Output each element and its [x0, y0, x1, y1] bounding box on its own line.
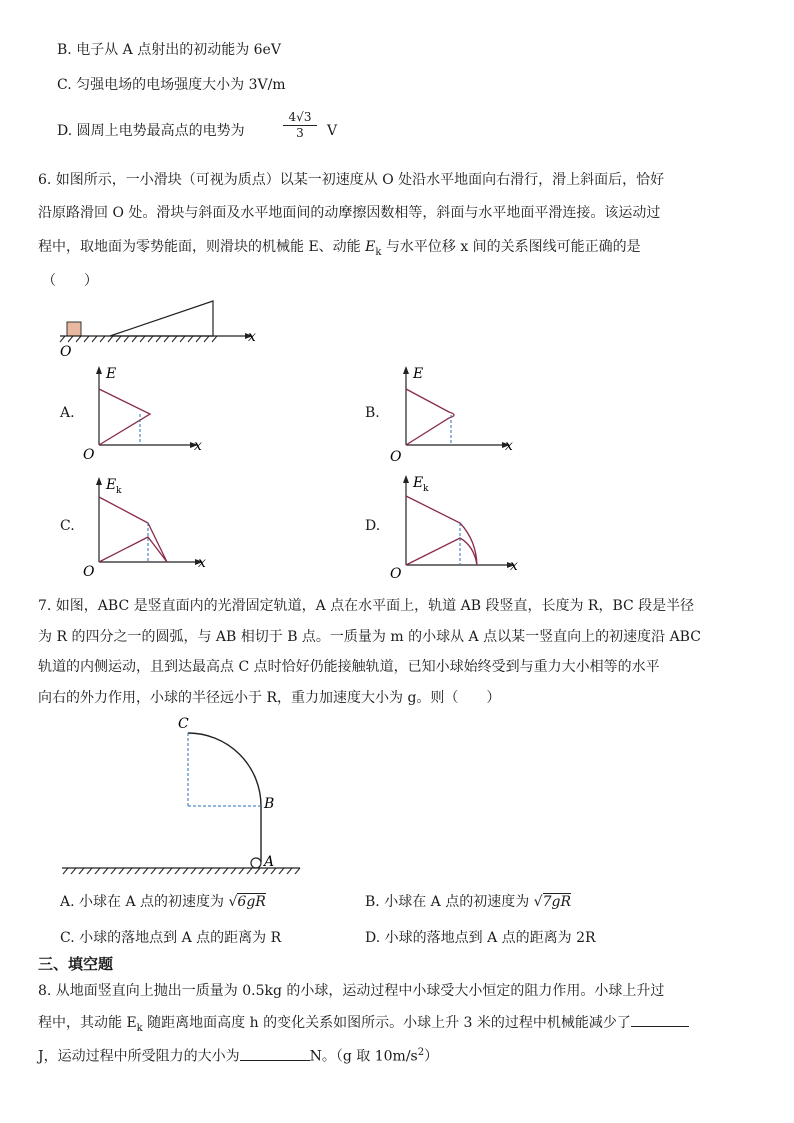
- point-b-label: B: [264, 796, 275, 812]
- q8-stem-text-3: J，运动过程中所受阻力的大小为: [38, 1048, 240, 1065]
- q8-stem-text-4: N。（g 取 10m/s: [309, 1048, 418, 1065]
- q6-option-a-label[interactable]: A.: [60, 405, 75, 421]
- q7-stem-line1: 7. 如图，ABC 是竖直面内的光滑固定轨道，A 点在水平面上，轨道 AB 段竖直，长度为 R，BC 段是半径: [38, 598, 695, 614]
- q7-option-b-radicand: 7gR: [542, 894, 571, 910]
- q5-option-d[interactable]: D. 圆周上电势最高点的电势为: [57, 123, 245, 139]
- origin-label: O: [390, 566, 402, 580]
- y-axis-label: E: [413, 366, 424, 382]
- q8-stem-text-5: ）: [424, 1048, 439, 1065]
- q5-option-c[interactable]: C. 匀强电场的电场强度大小为 3V/m: [57, 77, 286, 93]
- x-axis-label: x: [510, 558, 518, 574]
- q7-stem-line4[interactable]: 向右的外力作用，小球的半径远小于 R，重力加速度大小为 g。则（ ）: [38, 690, 501, 706]
- y-axis-subscript: k: [423, 484, 429, 494]
- q5-option-d-fraction: [283, 110, 317, 140]
- ground-hatching: [60, 336, 217, 342]
- y-arrow-icon: [96, 477, 102, 485]
- ek-curve-outbound: [406, 496, 477, 565]
- section-title-fill-blank: 三、填空题: [38, 955, 114, 973]
- q7-option-d[interactable]: D. 小球的落地点到 A 点的距离为 2R: [365, 930, 596, 946]
- q8-stem-line1: 8. 从地面竖直向上抛出一质量为 0.5kg 的小球，运动过程中小球受大小恒定的阻力作用。小球上升过: [38, 983, 665, 999]
- y-axis-subscript: k: [116, 486, 122, 496]
- q7-stem-line2: 为 R 的四分之一的圆弧，与 AB 相切于 B 点。一质量为 m 的小球从 A 点以某一竖直向上的初速度沿 ABC: [38, 629, 701, 645]
- q7-option-a-text: A. 小球在 A 点的初速度为: [60, 894, 225, 910]
- answer-blank-2[interactable]: [240, 1046, 310, 1061]
- q6-stem-line3: [38, 237, 641, 263]
- x-axis-label: x: [505, 438, 513, 454]
- y-axis-label: E: [413, 475, 424, 491]
- q7-option-a-radicand: 6gR: [237, 894, 266, 910]
- q7-option-c[interactable]: C. 小球的落地点到 A 点的距离为 R: [60, 930, 282, 946]
- origin-label: O: [83, 564, 95, 578]
- q8-stem-text-2: 随距离地面高度 h 的变化关系如图所示。小球上升 3 米的过程中机械能减少了: [142, 1015, 631, 1031]
- answer-blank-1[interactable]: [631, 1012, 689, 1027]
- q6-stem-text: 程中，取地面为零势能面，则滑块的机械能 E、动能: [38, 239, 366, 255]
- q7-track-figure: [60, 710, 310, 880]
- q7-stem-line3: 轨道的内侧运动，且到达最高点 C 点时恰好仍能接触轨道，已知小球始终受到与重力大小相等的水平: [38, 659, 660, 675]
- y-axis-label: E: [106, 366, 117, 382]
- q6-option-b-label[interactable]: B.: [365, 405, 380, 421]
- x-axis-label: x: [198, 555, 206, 571]
- q6-stem-line1: 6. 如图所示，一小滑块（可视为质点）以某一初速度从 O 处沿水平地面向右滑行，滑上斜面后，恰好: [38, 172, 665, 188]
- superscript: 2: [417, 1047, 425, 1058]
- q6-option-a-graph[interactable]: [78, 360, 208, 465]
- q7-option-b[interactable]: [365, 892, 571, 912]
- arc-bc: [188, 733, 261, 806]
- q6-answer-paren[interactable]: （ ）: [42, 273, 98, 289]
- q6-option-d-graph[interactable]: [385, 468, 525, 580]
- q7-option-b-text: B. 小球在 A 点的初速度为: [365, 894, 530, 910]
- x-axis-label: x: [248, 329, 256, 345]
- origin-label: O: [83, 447, 95, 463]
- origin-label: O: [390, 449, 402, 465]
- fraction-numerator: 4√3: [283, 110, 317, 126]
- sqrt-icon: √: [533, 894, 543, 910]
- q6-option-d-label[interactable]: D.: [365, 518, 381, 534]
- q7-option-a[interactable]: [60, 892, 266, 912]
- sqrt-icon: √: [228, 894, 238, 910]
- ek-curve-outbound: [99, 497, 167, 562]
- q8-stem-line3: [38, 1043, 438, 1067]
- y-arrow-icon: [403, 475, 409, 483]
- ek-subscript: k: [375, 246, 382, 258]
- slider-block: [67, 322, 81, 336]
- ek-subscript: k: [136, 1022, 143, 1034]
- q6-option-c-graph[interactable]: [78, 470, 213, 578]
- y-axis-label: E: [106, 477, 117, 493]
- q5-option-b[interactable]: B. 电子从 A 点射出的初动能为 6eV: [57, 42, 281, 58]
- q6-incline-figure: [55, 295, 270, 365]
- ek-curve-return: [406, 538, 477, 565]
- y-arrow-icon: [403, 366, 409, 374]
- q6-stem-line2: 沿原路滑回 O 处。滑块与斜面及水平地面间的动摩擦因数相等，斜面与水平地面平滑连接。该运动过: [38, 205, 661, 221]
- q8-stem-text: 程中，其动能 E: [38, 1015, 137, 1031]
- fraction-denominator: 3: [296, 126, 304, 140]
- q5-option-d-unit: V: [327, 123, 338, 139]
- energy-curve: [99, 389, 150, 445]
- incline: [110, 301, 213, 336]
- ball: [251, 858, 261, 868]
- q6-stem-text-end: 与水平位移 x 间的关系图线可能正确的是: [381, 239, 641, 255]
- energy-curve: [406, 389, 454, 445]
- y-arrow-icon: [96, 366, 102, 374]
- point-c-label: C: [178, 716, 189, 732]
- q6-option-c-label[interactable]: C.: [60, 518, 75, 534]
- origin-label: O: [60, 344, 72, 360]
- x-axis-label: x: [194, 438, 202, 454]
- point-a-label: A: [264, 854, 275, 870]
- q8-stem-line2: [38, 1012, 689, 1039]
- ek-symbol: E: [365, 239, 376, 255]
- q6-option-b-graph[interactable]: [385, 360, 520, 465]
